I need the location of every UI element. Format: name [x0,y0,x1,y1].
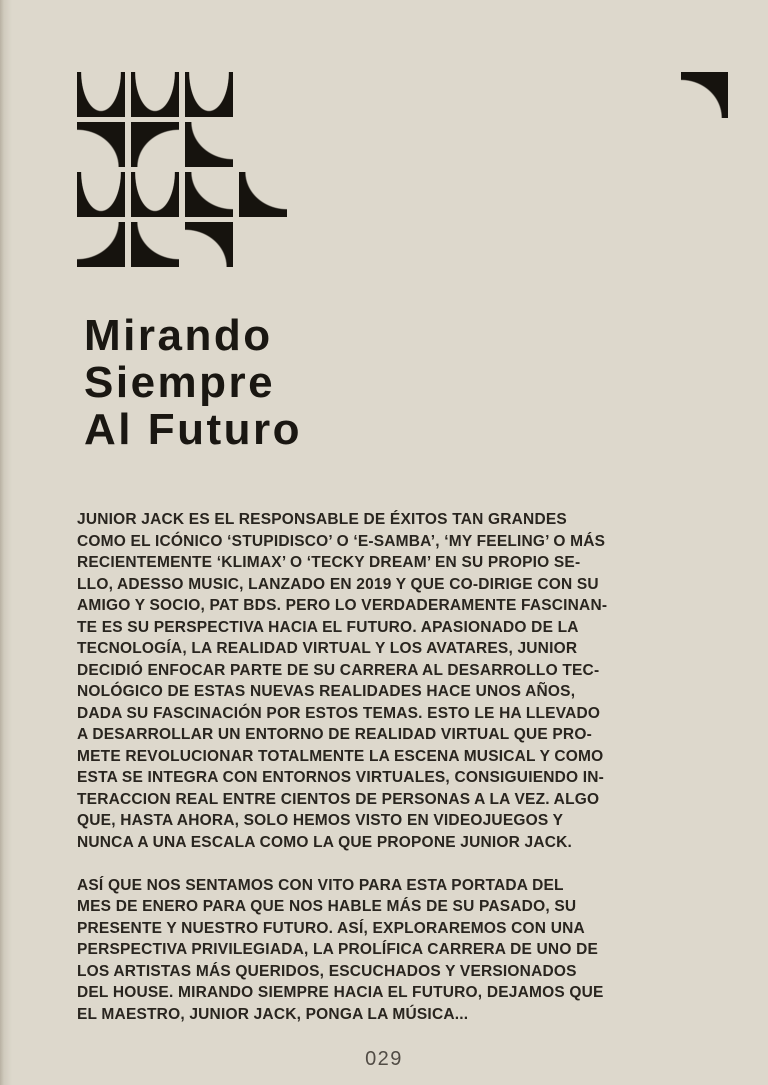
page-left-edge-shadow [0,0,12,1085]
text-line: Mirando [84,311,273,360]
text-line: COMO EL ICÓNICO ‘STUPIDISCO’ O ‘E-SAMBA’, ‘MY FEELING’ O MÁS [77,532,606,550]
logo-tile-empty [239,222,287,267]
text-line: NOLÓGICO DE ESTAS NUEVAS REALIDADES HACE UNOS AÑOS, [77,683,576,700]
text-line: DEL HOUSE. MIRANDO SIEMPRE HACIA EL FUTURO, DEJAMOS QUE [77,984,604,1001]
page-title [84,312,302,453]
article-text [77,509,747,1025]
text-line: LOS ARTISTAS MÁS QUERIDOS, ESCUCHADOS Y VERSIONADOS [77,962,577,980]
text-line: DECIDIÓ ENFOCAR PARTE DE SU CARRERA AL DESARROLLO TEC- [77,661,600,679]
logo-tile-u [77,72,125,117]
text-line: PRESENTE Y NUESTRO FUTURO. ASÍ, EXPLORAREMOS CON UNA [77,919,585,937]
logo-tile-br [131,122,179,167]
text-line: METE REVOLUCIONAR TOTALMENTE LA ESCENA MUSICAL Y COMO [77,747,604,765]
logo-tile-empty [239,72,287,117]
page-number: 029 [365,1048,403,1070]
text-line: Al Futuro [84,405,303,454]
text-line: TE ES SU PERSPECTIVA HACIA EL FUTURO. APASIONADO DE LA [77,618,579,636]
text-line: LLO, ADESSO MUSIC, LANZADO EN 2019 Y QUE CO-DIRIGE CON SU [77,575,599,593]
logo-tile-bl [77,122,125,167]
logo-tile-tl [77,222,125,267]
text-line: Siempre [84,358,276,407]
logo-tile-tr [239,172,287,217]
text-line: RECIENTEMENTE ‘KLIMAX’ O ‘TECKY DREAM’ EN SU PROPIO SE- [77,554,581,571]
article-paragraph-2 [77,875,747,1026]
logo-tile-u [131,172,179,217]
corner-mark-icon [681,72,728,118]
logo-tile-bl [185,222,233,267]
logo-tile-u [185,72,233,117]
text-line: PERSPECTIVA PRIVILEGIADA, LA PROLÍFICA CARRERA DE UNO DE [77,941,599,958]
article-paragraph-1 [77,509,747,853]
logo-tile-tr [185,172,233,217]
text-line: TECNOLOGÍA, LA REALIDAD VIRTUAL Y LOS AVATARES, JUNIOR [77,640,578,657]
text-line: AMIGO Y SOCIO, PAT BDS. PERO LO VERDADERAMENTE FASCINAN- [77,597,608,614]
text-line: QUE, HASTA AHORA, SOLO HEMOS VISTO EN VIDEOJUEGOS Y [77,812,564,829]
logo-tile-empty [239,122,287,167]
text-line: EL MAESTRO, JUNIOR JACK, PONGA LA MÚSICA... [77,1005,469,1023]
text-line: MES DE ENERO PARA QUE NOS HABLE MÁS DE SU PASADO, SU [77,898,577,915]
text-line: NUNCA A UNA ESCALA COMO LA QUE PROPONE JUNIOR JACK. [77,833,573,851]
logo-tile-u [131,72,179,117]
text-line: ASÍ QUE NOS SENTAMOS CON VITO PARA ESTA PORTADA DEL [77,876,564,894]
logo-tile-u [77,172,125,217]
logo-tile-tr [185,122,233,167]
text-line: DADA SU FASCINACIÓN POR ESTOS TEMAS. ESTO LE HA LLEVADO [77,704,601,722]
text-line: TERACCION REAL ENTRE CIENTOS DE PERSONAS A LA VEZ. ALGO [77,790,600,808]
text-line: JUNIOR JACK ES EL RESPONSABLE DE ÉXITOS TAN GRANDES [77,511,567,528]
text-line: ESTA SE INTEGRA CON ENTORNOS VIRTUALES, CONSIGUIENDO IN- [77,769,605,786]
text-line: A DESARROLLAR UN ENTORNO DE REALIDAD VIRTUAL QUE PRO- [77,726,592,743]
logo-pattern [77,72,287,267]
logo-tile-tr [131,222,179,267]
